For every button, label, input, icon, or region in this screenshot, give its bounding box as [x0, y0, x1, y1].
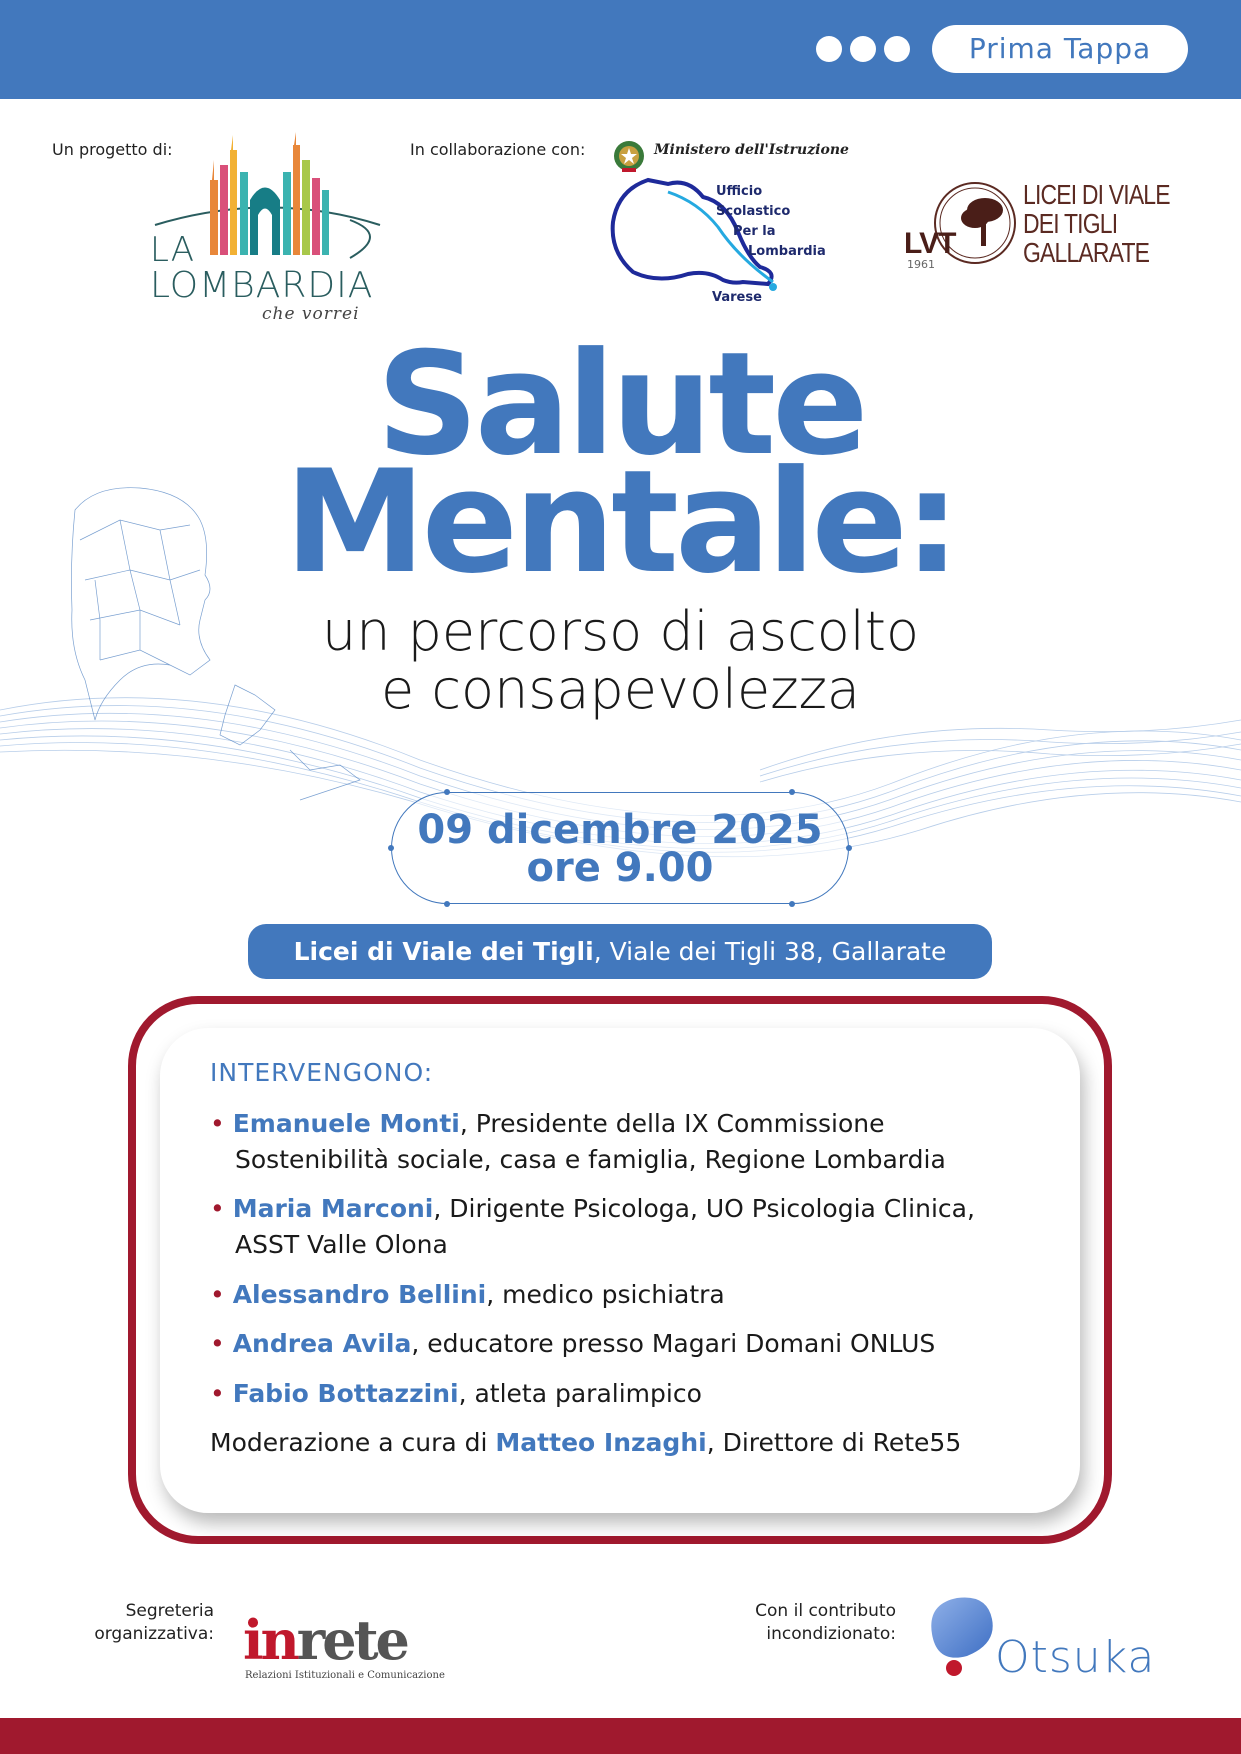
- inrete-rete: rete: [296, 1608, 407, 1672]
- speaker-name: Andrea Avila: [232, 1329, 412, 1358]
- dot-icon: [816, 36, 842, 62]
- usr-city: Varese: [712, 290, 762, 305]
- lvt-year: 1961: [907, 258, 935, 271]
- pill-knot: [444, 901, 450, 907]
- venue-address: , Viale dei Tigli 38, Gallarate: [593, 937, 947, 966]
- bottom-bar: [0, 1718, 1241, 1754]
- speaker-role-cont: ASST Valle Olona: [235, 1230, 448, 1259]
- republic-emblem-icon: [612, 138, 646, 174]
- ministero-name: Ministero dell'Istruzione: [654, 142, 849, 158]
- speaker-role: , atleta paralimpico: [458, 1379, 702, 1408]
- speaker-role: , educatore presso Magari Domani ONLUS: [411, 1329, 936, 1358]
- bullet-icon: •: [210, 1194, 233, 1223]
- speaker-role: , Dirigente Psicologa, UO Psicologia Clinica,: [433, 1194, 975, 1223]
- inrete-subtitle: Relazioni Istituzionali e Comunicazione: [245, 1670, 445, 1681]
- dot-icon: [884, 36, 910, 62]
- speaker-item: [210, 1376, 1040, 1412]
- lvt-line3: GALLARATE: [1023, 237, 1150, 268]
- speaker-role: , Presidente della IX Commissione: [459, 1109, 885, 1138]
- moderator-role: , Direttore di Rete55: [706, 1428, 962, 1457]
- bullet-icon: •: [210, 1379, 233, 1408]
- secretariat-label: [60, 1600, 214, 1646]
- speaker-name: Alessandro Bellini: [232, 1280, 487, 1309]
- subtitle-line2: e consapevolezza: [380, 658, 861, 721]
- lombardia-tagline: che vorrei: [262, 304, 360, 324]
- event-date: 09 dicembre 2025: [417, 807, 823, 853]
- inrete-in: in: [243, 1608, 297, 1672]
- pill-knot: [388, 845, 394, 851]
- lombardia-line1: LA: [150, 230, 195, 270]
- speaker-name: Maria Marconi: [232, 1194, 434, 1223]
- top-bar: [0, 0, 1241, 99]
- subtitle-line1: un percorso di ascolto: [321, 600, 919, 663]
- lvt-line1: LICEI DI VIALE: [1023, 179, 1170, 210]
- lvt-line2: DEI TIGLI: [1023, 208, 1118, 239]
- speaker-name: Fabio Bottazzini: [232, 1379, 459, 1408]
- otsuka-wordmark: Otsuka: [995, 1632, 1156, 1683]
- collab-label: In collaborazione con:: [410, 140, 586, 159]
- bullet-icon: •: [210, 1280, 233, 1309]
- speaker-item: [210, 1326, 1040, 1362]
- title-line2: Mentale:: [284, 440, 957, 605]
- dot-icon: [850, 36, 876, 62]
- lombardia-line2: LOMBARDIA: [150, 265, 374, 306]
- bullet-icon: •: [210, 1109, 233, 1138]
- stage-badge: Prima Tappa: [932, 25, 1188, 73]
- moderation-prefix: Moderazione a cura di: [210, 1428, 496, 1457]
- usr-line2: Scolastico: [716, 204, 791, 219]
- secretariat-label-line2: organizzativa:: [94, 1624, 214, 1644]
- secretariat-label-line1: Segreteria: [125, 1601, 214, 1621]
- title-line1: Salute: [376, 322, 865, 487]
- inrete-logo: [243, 1608, 407, 1672]
- pill-knot: [789, 789, 795, 795]
- usr-line1: Ufficio: [716, 184, 763, 199]
- project-label: Un progetto di:: [52, 140, 173, 159]
- date-pill: [391, 792, 849, 904]
- lvt-mark: LVT: [904, 227, 956, 260]
- contribution-label-line1: Con il contributo: [755, 1601, 896, 1621]
- pill-knot: [846, 845, 852, 851]
- pill-knot: [789, 901, 795, 907]
- venue-bar: [248, 924, 992, 979]
- lvt-school-name: [1023, 180, 1170, 267]
- usr-line4: Lombardia: [748, 244, 826, 259]
- speaker-role-cont: Sostenibilità sociale, casa e famiglia, Regione Lombardia: [235, 1145, 946, 1174]
- event-time: ore 9.00: [526, 845, 714, 891]
- speaker-name: Emanuele Monti: [232, 1109, 460, 1138]
- pill-knot: [444, 789, 450, 795]
- speaker-item: [210, 1277, 1040, 1313]
- venue-name: Licei di Viale dei Tigli: [293, 937, 594, 966]
- lombardia-wordmark: [150, 230, 390, 324]
- moderator-name: Matteo Inzaghi: [495, 1428, 707, 1457]
- contribution-label-line2: incondizionato:: [766, 1624, 896, 1644]
- speakers-heading: INTERVENGONO:: [210, 1058, 434, 1087]
- otsuka-logo-icon: [922, 1594, 1002, 1680]
- usr-line3: Per la: [733, 224, 776, 239]
- speaker-role: , medico psichiatra: [486, 1280, 725, 1309]
- speaker-item: [210, 1106, 1040, 1178]
- contribution-label: [700, 1600, 896, 1646]
- speaker-item: [210, 1191, 1040, 1263]
- bullet-icon: •: [210, 1329, 233, 1358]
- moderation-line: [210, 1425, 1040, 1461]
